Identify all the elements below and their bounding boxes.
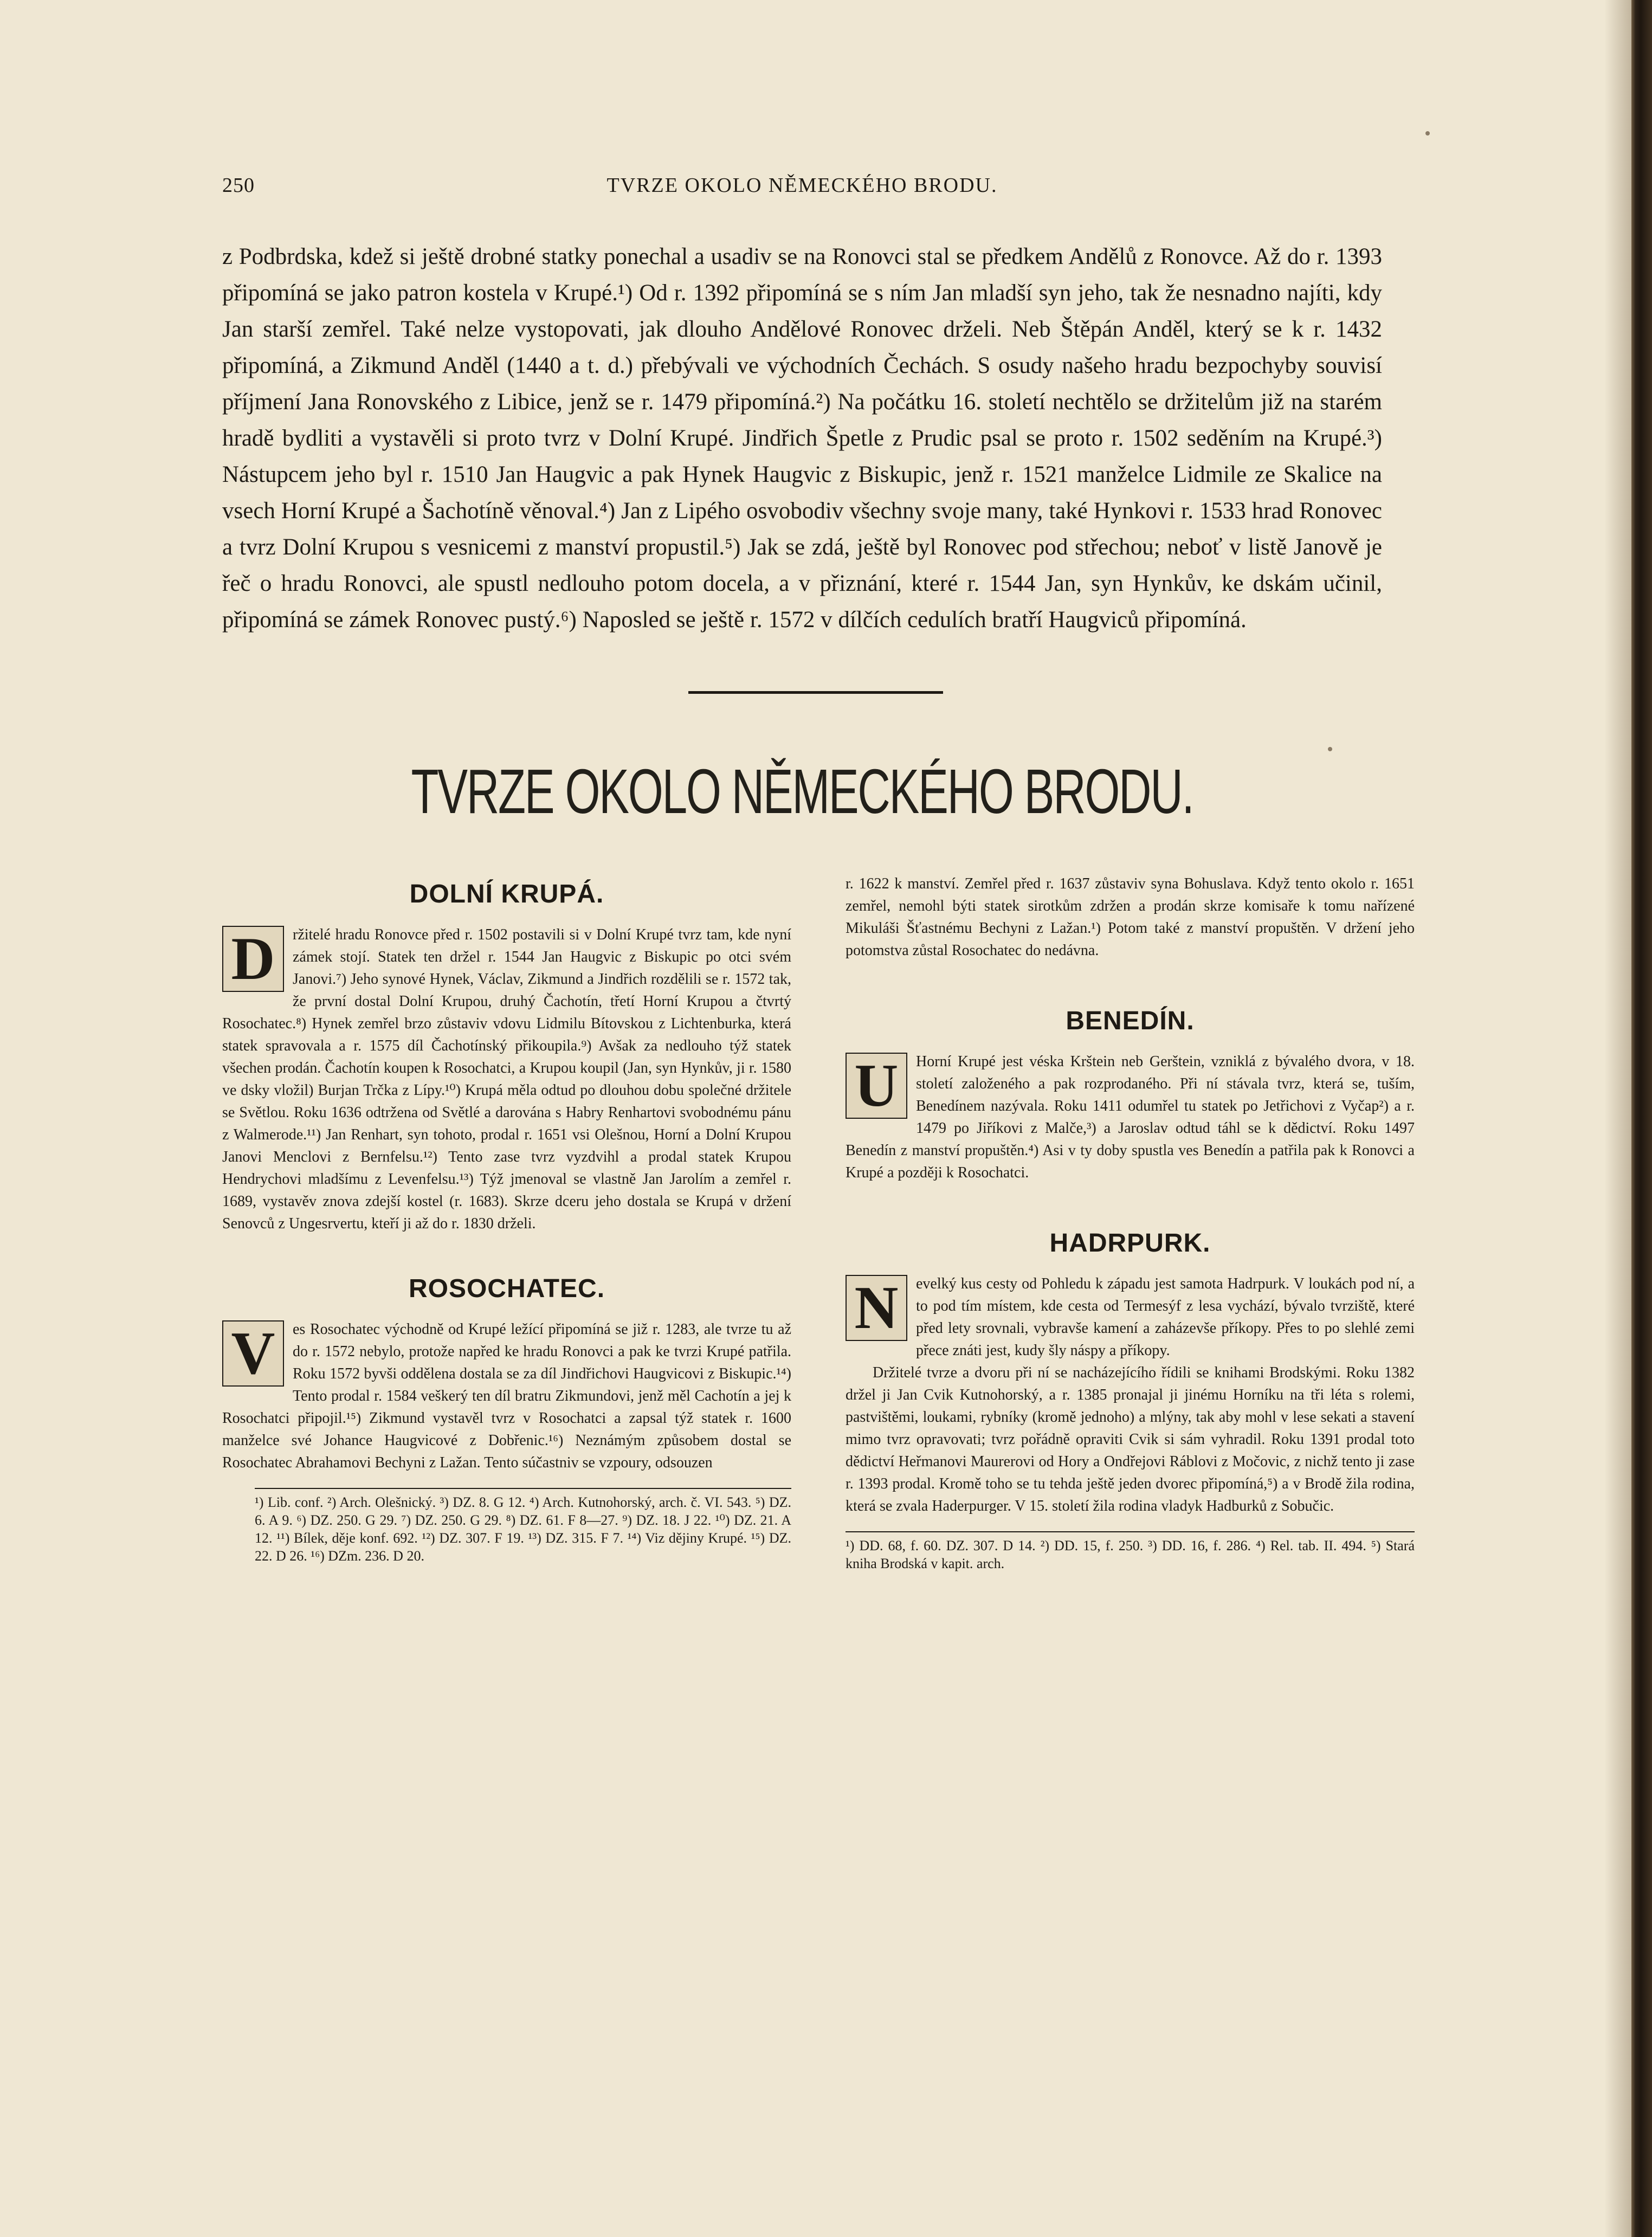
- page-number: 250: [222, 174, 255, 197]
- dropcap-v: V: [222, 1320, 284, 1387]
- rosochatec-continued: r. 1622 k manství. Zemřel před r. 1637 zůstaviv syna Bohuslava. Když tento okolo r. 1651 zemřel, nemohl býti statek sirotkům zdržen a prodán skrze komisaře k tomu nařízené Mikuláši Šťastnému Bechyni z Lažan.¹) Potom také z manství propuštěn. V držení jeho potomstva zůstal Rosochatec do nedávna.: [846, 875, 1415, 959]
- paper-speck: [1425, 131, 1430, 136]
- dropcap-n: N: [846, 1275, 907, 1341]
- section-title-dolni-krupa: DOLNÍ KRUPÁ.: [409, 880, 604, 908]
- section-divider: [688, 691, 943, 694]
- page-binding-shadow: [1604, 0, 1631, 2237]
- running-title: TVRZE OKOLO NĚMECKÉHO BRODU.: [606, 174, 998, 197]
- section-title-rosochatec: ROSOCHATEC.: [408, 1274, 605, 1303]
- footnotes-left: [255, 1488, 791, 1565]
- benedin-text: Horní Krupé jest véska Krštein neb Gerštein, vzniklá z bývalého dvora, v 18. století založeného a pak rozprodaného. Při ní stávala tvrz, která se, tuším, Benedínem nazývala. Roku 1411 odumřel tu statek po Jetřichovi z Vyčap²) a r. 1479 po Jiříkovi z Malče,³) a Jaroslav odtud táhl se k dědictví. Roku 1497 Benedín z manství propuštěn.⁴) Asi v ty doby spustla ves Benedín a patřila pak k Ronovci a Krupé a později k Rosochatci.: [846, 1053, 1415, 1181]
- dropcap-u: U: [846, 1053, 907, 1119]
- hadrpurk-text: evelký kus cesty od Pohledu k západu jest samota Hadrpurk. V loukách pod ní, a to pod tím místem, kde cesta od Termesýf z lesa vychází, bývalo tvrziště, které před lety srovnali, vybravše kamení a zaházevše příkopy. Přes to po slehlé zemi přece znáti jest, kudy šly náspy a příkopy.: [916, 1275, 1415, 1359]
- chapter-title: TVRZE OKOLO NĚMECKÉHO BRODU.: [411, 756, 1193, 827]
- paper-speck: [1328, 747, 1332, 751]
- dropcap-d: D: [222, 926, 284, 992]
- benedin-paragraph: [846, 1050, 1415, 1184]
- section-title-hadrpurk: HADRPURK.: [1049, 1229, 1211, 1258]
- book-cover-edge: [1631, 0, 1652, 2237]
- footnotes-left-text: ¹) Lib. conf. ²) Arch. Olešnický. ³) DZ. 8. G 12. ⁴) Arch. Kutnohorský, arch. č. VI. 543. ⁵) DZ. 6. A 9. ⁶) DZ. 250. G 29. ⁷) DZ. 250. G 29. ⁸) DZ. 61. F 8—27. ⁹) DZ. 18. J 22. ¹⁰) DZ. 21. A 12. ¹¹) Bílek, děje konf. 692. ¹²) DZ. 307. F 19. ¹³) DZ. 315. F 7. ¹⁴) Viz dějiny Krupé. ¹⁵) DZ. 22. D 26. ¹⁶) DZm. 236. D 20.: [255, 1494, 791, 1564]
- left-column: [222, 873, 791, 1565]
- hadrpurk-paragraph-2: Držitelé tvrze a dvoru při ní se nacházejícího řídili se knihami Brodskými. Roku 1382 držel ji Jan Cvik Kutnohorský, a r. 1385 pronajal ji jinému Horníku na tři léta s rolemi, pastvištěmi, loukami, rybníky (kromě jednoho) a mlýny, tak aby mohl v lese sekati a stavení mimo tvrz opravovati; tvrz pořádně opraviti Cvik si sám vyhradil. Roku 1391 prodal toto dědictví Heřmanovi Maurerovi od Hory a Ondřejovi Ráblovi z Močovic, z nichž tento ji zase r. 1393 prodal. Kromě toho se tu tehda ještě jeden dvorec připomíná,⁵) a v Brodě žila rodina, která se zvala Haderpurger. V 15. století žila rodina vladyk Hadburků z Sobučic.: [846, 1364, 1415, 1514]
- dolni-krupa-text: ržitelé hradu Ronovce před r. 1502 postavili si v Dolní Krupé tvrz tam, kde nyní zámek stojí. Statek ten držel r. 1544 Jan Haugvic z Biskupic po otci svém Janovi.⁷) Jeho synové Hynek, Václav, Zikmund a Jindřich rozdělili se r. 1572 tak, že první dostal Dolní Krupou, druhý Čachotín, třetí Horní Krupou a čtvrtý Rosochatec.⁸) Hynek zemřel brzo zůstaviv vdovu Lidmilu Bítovskou z Lichtenburka, která statek spravovala a r. 1575 díl Čachotínský přikoupila.⁹) Avšak za nedlouho týž statek všechen prodán. Čachotín koupen k Rosochatci, a Krupou koupil (Jan, syn Hynkův, ji r. 1580 ve dsky vložil) Burjan Trčka z Lípy.¹⁰) Krupá měla odtud po dlouhou dobu společné držitele se Světlou. Roku 1636 odtržena od Světlé a darována s Habry Renhartovi svobodnému pánu z Walmerode.¹¹) Jan Renhart, syn tohoto, prodal r. 1651 vsi Olešnou, Horní a Dolní Krupou Janovi Menclovi z Bernfelsu.¹²) Tento zase tvrz vyzdvihl a prodal statek Krupou Hendrychovi mladšímu z Levenfelsu.¹³) Týž jmenoval se vlastně Jan Jarolím a zemřel r. 1689, vystavěv znova zdejší kostel (r. 1683). Skrze dceru jeho dostala se Krupá v držení Senovců z Ungesrvertu, kteří ji až do r. 1830 drželi.: [222, 926, 791, 1232]
- section-title-benedin: BENEDÍN.: [1066, 1007, 1195, 1035]
- dolni-krupa-paragraph: [222, 924, 791, 1235]
- footnotes-right: [846, 1531, 1415, 1572]
- hadrpurk-paragraph: [846, 1273, 1415, 1362]
- page-header: [222, 173, 1382, 206]
- right-column: [846, 873, 1415, 1572]
- intro-paragraph: [222, 238, 1382, 638]
- rosochatec-paragraph: [222, 1318, 791, 1474]
- intro-text: z Podbrdska, kdež si ještě drobné statky ponechal a usadiv se na Ronovci stal se předkem Andělů z Ronovce. Až do r. 1393 připomíná se jako patron kostela v Krupé.¹) Od r. 1392 připomíná se s ním Jan mladší syn jeho, tak že nesnadno najíti, kdy Jan starší zemřel. Také nelze vystopovati, jak dlouho Andělové Ronovec drželi. Neb Štěpán Anděl, který se k r. 1432 připomíná, a Zikmund Anděl (1440 a t. d.) přebývali ve východních Čechách. S osudy našeho hradu bezpochyby souvisí příjmení Jana Ronovského z Libice, jenž se r. 1479 připomíná.²) Na počátku 16. století nechtělo se držitelům již na starém hradě bydliti a vystavěli si proto tvrz v Dolní Krupé. Jindřich Špetle z Prudic psal se proto r. 1502 seděním na Krupé.³) Nástupcem jeho byl r. 1510 Jan Haugvic a pak Hynek Haugvic z Biskupic, jenž r. 1521 manželce Lidmile ze Skalice na vsech Horní Krupé a Šachotíně věnoval.⁴) Jan z Lipého osvobodiv všechny svoje many, také Hynkovi r. 1533 hrad Ronovec a tvrz Dolní Krupou s vesnicemi z manství propustil.⁵) Jak se zdá, ještě byl Ronovec pod střechou; neboť v listě Janově je řeč o hradu Ronovci, ale spustl nedlouho potom docela, a v přiznání, které r. 1544 Jan, syn Hynkův, ke dskám učinil, připomíná se zámek Ronovec pustý.⁶) Naposled se ještě r. 1572 v dílčích cedulích bratří Haugviců připomíná.: [222, 244, 1382, 633]
- footnotes-right-text: ¹) DD. 68, f. 60. DZ. 307. D 14. ²) DD. 15, f. 250. ³) DD. 16, f. 286. ⁴) Rel. tab. II. 494. ⁵) Stará kniha Brodská v kapit. arch.: [846, 1538, 1415, 1571]
- rosochatec-text: es Rosochatec východně od Krupé ležící připomíná se již r. 1283, ale tvrze tu až do r. 1572 nebylo, protože napřed ke hradu Ronovci a pak ke tvrzi Krupé patřila. Roku 1572 byvši oddělena dostala se za díl Jindřichovi Haugvicovi z Biskupic.¹⁴) Tento prodal r. 1584 veškerý ten díl bratru Zikmundovi, jenž měl Cachotín a jej k Rosochatci připojil.¹⁵) Zikmund vystavěl tvrz v Rosochatci a zapsal týž statek r. 1600 manželce své Johance Haugvicové z Dobřenic.¹⁶) Neznámým způsobem dostal se Rosochatec Abrahamovi Bechyni z Lažan. Tento súčastniv se vzpoury, odsouzen: [222, 1321, 791, 1471]
